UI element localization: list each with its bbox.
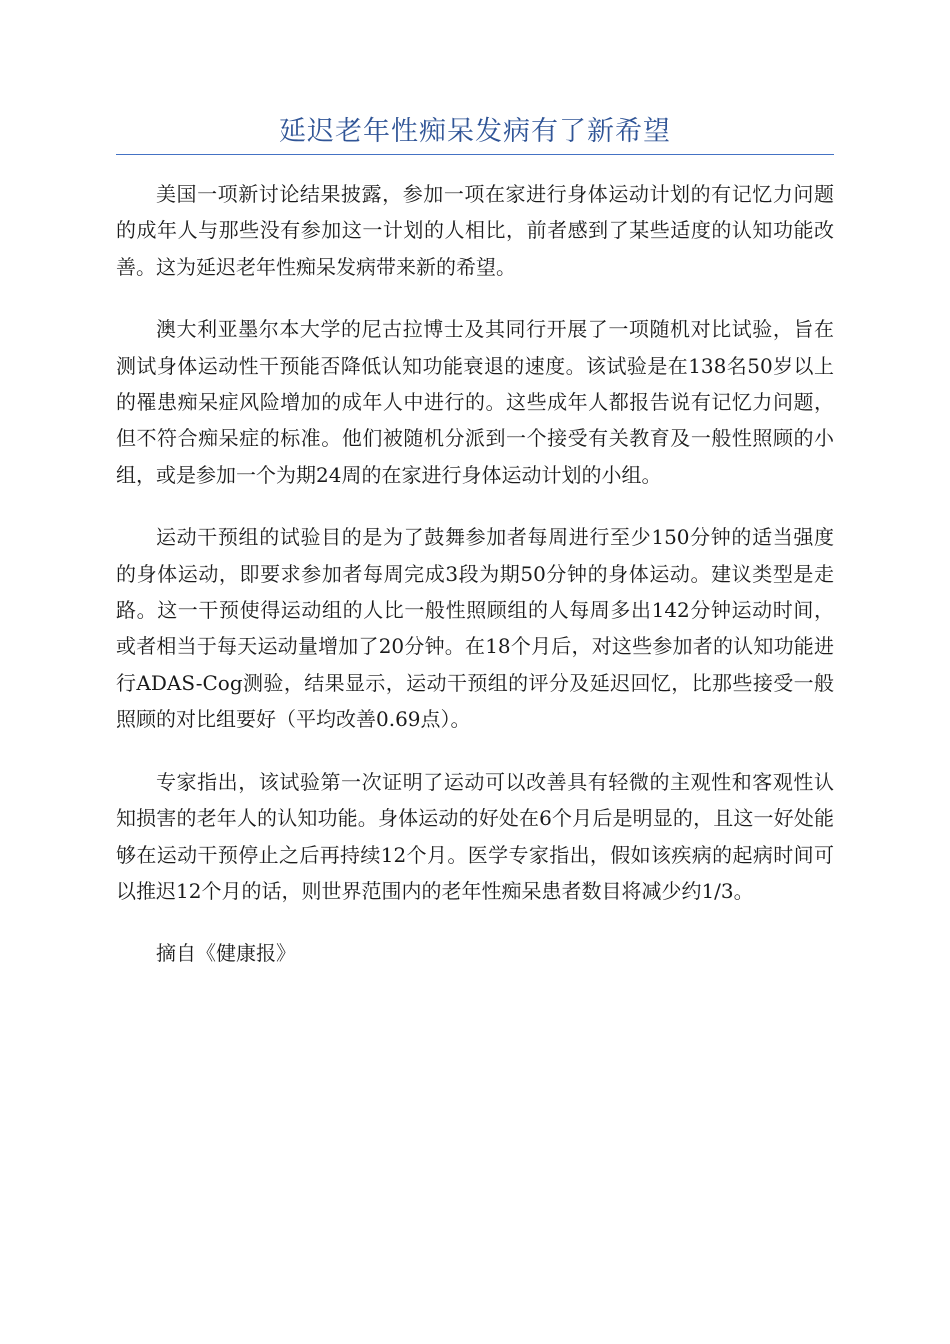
document-title: 延迟老年性痴呆发病有了新希望 — [279, 116, 671, 147]
title-underline — [116, 154, 834, 155]
document-body — [116, 176, 834, 972]
paragraph-4: 专家指出，该试验第一次证明了运动可以改善具有轻微的主观性和客观性认知损害的老年人的认知功能。身体运动的好处在6个月后是明显的，且这一好处能够在运动干预停止之后再持续12个月。医学专家指出，假如该疾病的起病时间可以推迟12个月的话，则世界范围内的老年性痴呆患者数目将减少约1/3。 — [116, 769, 834, 903]
paragraph-3: 运动干预组的试验目的是为了鼓舞参加者每周进行至少150分钟的适当强度的身体运动，即要求参加者每周完成3段为期50分钟的身体运动。建议类型是走路。这一干预使得运动组的人比一般性照顾组的人每周多出142分钟运动时间，或者相当于每天运动量增加了20分钟。在18个月后，对这些参加者的认知功能进行ADAS-Cog测验，结果显示，运动干预组的评分及延迟回忆，比那些接受一般照顾的对比组要好（平均改善0.69点）。 — [116, 525, 834, 732]
paragraph-2: 澳大利亚墨尔本大学的尼古拉博士及其同行开展了一项随机对比试验，旨在测试身体运动性干预能否降低认知功能衰退的速度。该试验是在138名50岁以上的罹患痴呆症风险增加的成年人中进行的。这些成年人都报告说有记忆力问题，但不符合痴呆症的标准。他们被随机分派到一个接受有关教育及一般性照顾的小组，或是参加一个为期24周的在家进行身体运动计划的小组。 — [116, 317, 834, 487]
paragraph-1: 美国一项新讨论结果披露，参加一项在家进行身体运动计划的有记忆力问题的成年人与那些没有参加这一计划的人相比，前者感到了某些适度的认知功能改善。这为延迟老年性痴呆发病带来新的希望。 — [116, 182, 834, 279]
source-attribution: 摘自《健康报》 — [156, 941, 296, 966]
